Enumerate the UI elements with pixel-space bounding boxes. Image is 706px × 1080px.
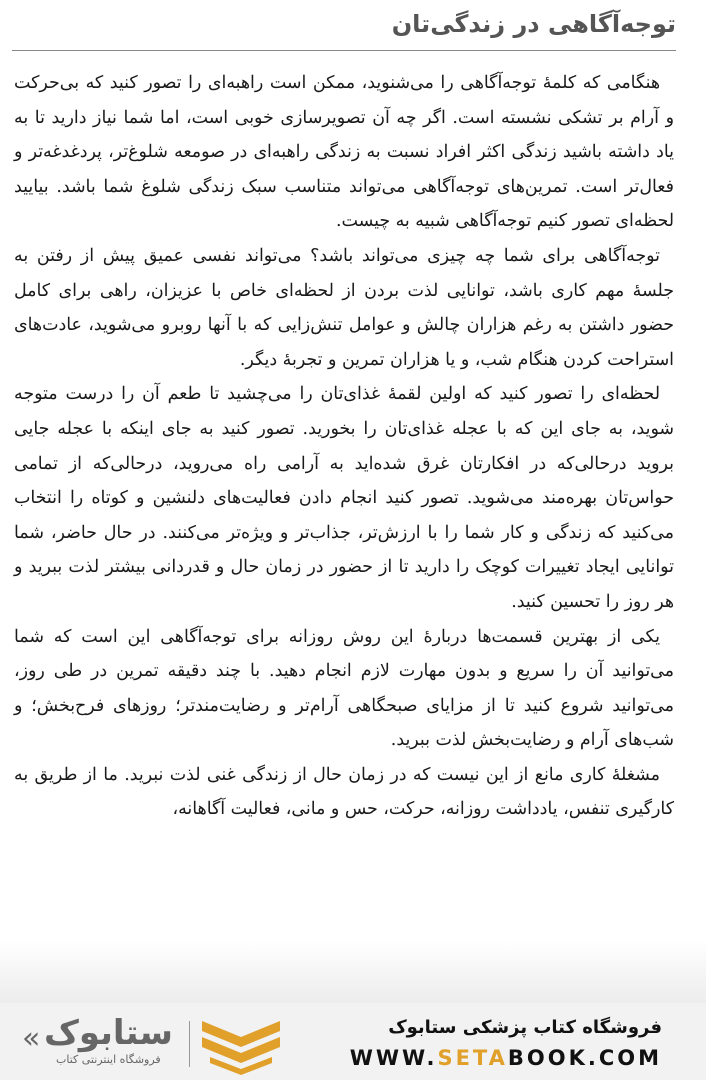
store-url-link[interactable]: [350, 1046, 662, 1070]
page-title: توجه‌آگاهی در زندگی‌تان: [391, 10, 676, 38]
title-divider: [12, 50, 676, 51]
page-fade-overlay: [0, 940, 706, 1006]
logo-text: ستابوک: [44, 1013, 173, 1053]
paragraph-4: یکی از بهترین قسمت‌ها دربارهٔ این روش روزانه برای توجه‌آگاهی این است که شما می‌توانید آن را سریع و بدون مهارت لازم انجام دهید. با چند دقیقه تمرین در طی روز، می‌توانید شروع کنید تا از مزایای صبحگاهی آرام‌تر و رضایت‌مندتر؛ روزهای فرح‌بخش؛ و شب‌های آرام و رضایت‌بخش لذت ببرید.: [14, 626, 674, 751]
store-logo[interactable]: [22, 1013, 282, 1073]
page-header: [0, 0, 706, 52]
paragraph-3: لحظه‌ای را تصور کنید که اولین لقمهٔ غذای‌تان را می‌چشید تا طعم آن را درست متوجه شوید، به جای این که با عجله غذای‌تان را بخورید. تصور کنید به جای اینکه با عجله جایی بروید درحالی‌که در افکارتان غرق شده‌اید به آرامی راه می‌روید، درحالی‌که از تمامی حواس‌تان بهره‌مند می‌شوید. تصور کنید انجام دادن فعالیت‌های دلنشین و کوتاه را انتخاب می‌کنید که زندگی و کار شما را با ارزش‌تر، جذاب‌تر و ویژه‌تر می‌کنند. در حال حاضر، شما توانایی ایجاد تغییرات کوچک را دارید تا از حضور در زمان حال و قدردانی بیشتر لذت ببرید و هر روز را تحسین کنید.: [14, 384, 674, 612]
logo-divider: [189, 1021, 190, 1067]
paragraph-1: هنگامی که کلمهٔ توجه‌آگاهی را می‌شنوید، ممکن است راهبه‌ای را تصور کنید که بی‌حرکت و آرام بر تشکی نشسته است. اگر چه آن تصویرسازی خوبی است، اما شما نیاز دارید تا به یاد داشته باشید زندگی اکثر افراد نسبت به زندگی راهبه‌ای در صومعه شلوغ‌تر، پردغدغه‌تر و فعال‌تر است. تمرین‌های توجه‌آگاهی می‌تواند متناسب سبک زندگی شلوغ شما باشد. بیایید لحظه‌ای تصور کنیم توجه‌آگاهی شبیه به چیست.: [14, 73, 674, 232]
url-suffix: BOOK.COM: [507, 1046, 662, 1070]
footer-banner: [0, 1003, 706, 1080]
paragraph-5: مشغلهٔ کاری مانع از این نیست که در زمان حال از زندگی غنی لذت نبرید. ما از طریق به کارگیری تنفس، یادداشت روزانه، حرکت، حس و مانی، فعالیت آگاهانه،: [14, 764, 674, 820]
logo-subtitle: فروشگاه اینترنتی کتاب: [56, 1053, 161, 1066]
body-text: [14, 66, 674, 827]
double-chevron-icon: «: [22, 1021, 41, 1056]
store-name: فروشگاه کتاب پزشکی ستابوک: [388, 1017, 662, 1038]
url-prefix: WWW.: [349, 1046, 438, 1070]
book-stack-icon: [198, 1013, 284, 1075]
paragraph-2: توجه‌آگاهی برای شما چه چیزی می‌تواند باشد؟ می‌تواند نفسی عمیق پیش از رفتن به جلسهٔ مهم کاری باشد، توانایی لذت بردن از لحظه‌ای خاص با عزیزان، راهی برای کامل حضور داشتن به رغم هزاران چالش و عوامل تنش‌زایی که با آنها روبرو می‌شوید، عادت‌های استراحت کردن هنگام شب، و یا هزاران تمرین و تجربهٔ دیگر.: [14, 245, 674, 370]
url-accent: SETA: [437, 1046, 508, 1070]
